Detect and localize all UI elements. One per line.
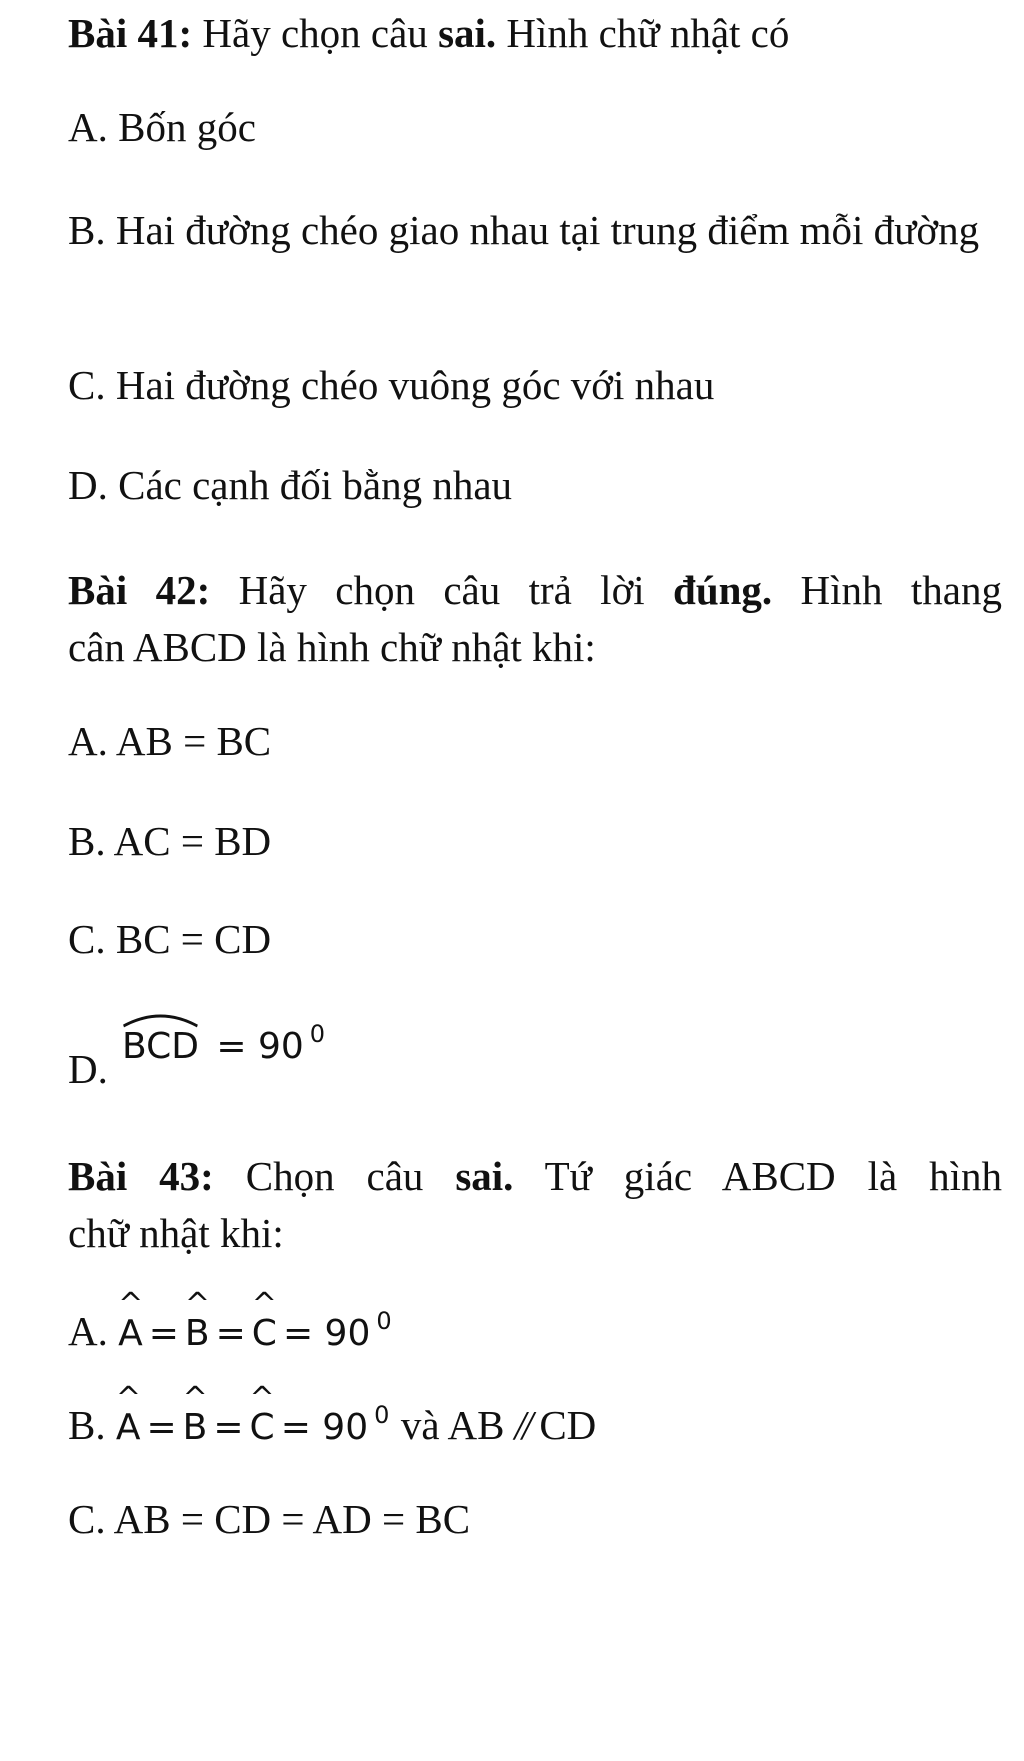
q41-text-after: Hình chữ nhật có bbox=[496, 10, 790, 56]
segment-2: CD bbox=[539, 1402, 597, 1448]
segment-1: AB bbox=[447, 1402, 505, 1448]
option-text: Hai đường chéo vuông góc với nhau bbox=[115, 362, 715, 408]
option-key: C. bbox=[68, 916, 106, 962]
conjunction: và bbox=[400, 1402, 440, 1448]
option-key: C. bbox=[68, 1496, 106, 1542]
option-key: A. bbox=[68, 1308, 108, 1354]
option-key: D. bbox=[68, 462, 108, 508]
angle-b: ^ B bbox=[184, 1287, 211, 1354]
angle-arc bbox=[122, 1022, 199, 1072]
q41-prompt bbox=[68, 8, 1000, 58]
q41-emph: sai. bbox=[438, 10, 497, 56]
angles-expr: ^ A = ^ B = ^ C = 90 $^0$ bbox=[118, 1313, 392, 1354]
q43-label: Bài 43: bbox=[68, 1153, 214, 1199]
option-key: C. bbox=[68, 362, 106, 408]
option-key: B. bbox=[68, 1402, 106, 1448]
parallel-symbol: // bbox=[514, 1402, 530, 1448]
angle-value: = 90 bbox=[216, 1026, 304, 1067]
q42-option-b[interactable] bbox=[68, 816, 1000, 866]
q41-option-b[interactable] bbox=[68, 198, 994, 262]
q43-text-after-part: Tứ giác ABCD là hình bbox=[513, 1153, 1002, 1199]
angle-c: ^ C bbox=[249, 1381, 275, 1448]
angle-name: BCD bbox=[122, 1026, 199, 1067]
q43-prompt-line2 bbox=[68, 1208, 1000, 1258]
q42-emph: đúng. bbox=[673, 567, 773, 613]
q41-option-c[interactable] bbox=[68, 360, 1000, 410]
q43-option-a[interactable] bbox=[68, 1287, 1000, 1359]
q42-option-a[interactable] bbox=[68, 716, 1000, 766]
q41-option-a[interactable] bbox=[68, 102, 1000, 152]
q41-text-before: Hãy chọn câu bbox=[192, 10, 439, 56]
q42-option-d[interactable] bbox=[68, 1006, 1000, 1092]
angle-c: ^ C bbox=[251, 1287, 277, 1354]
option-expr: AC = BD bbox=[113, 818, 272, 864]
option-key: B. bbox=[68, 818, 106, 864]
angle-a: ^ A bbox=[118, 1287, 144, 1354]
q42-label: Bài 42: bbox=[68, 567, 211, 613]
q42-text-after-part: Hình thang bbox=[772, 567, 1002, 613]
angles-expr: ^ A = ^ B = ^ C = 90 $^0$ bbox=[116, 1407, 401, 1448]
q43-emph: sai. bbox=[455, 1153, 514, 1199]
angle-expr bbox=[122, 1022, 325, 1072]
option-text: Bốn góc bbox=[118, 104, 256, 150]
q41-label: Bài 41: bbox=[68, 10, 193, 56]
degree: 0 bbox=[376, 1307, 392, 1335]
q42-prompt-line1 bbox=[68, 558, 1002, 622]
option-key: B. bbox=[68, 207, 106, 253]
q41-option-d[interactable] bbox=[68, 460, 1000, 510]
q43-text-after-rest: chữ nhật khi: bbox=[68, 1210, 284, 1256]
q42-option-c[interactable] bbox=[68, 914, 1000, 964]
option-expr: AB = BC bbox=[115, 718, 272, 764]
q42-text-before: Hãy chọn câu trả lời bbox=[210, 567, 674, 613]
option-key: A. bbox=[68, 718, 108, 764]
q43-option-b[interactable] bbox=[68, 1381, 1000, 1453]
option-expr: AB = CD = AD = BC bbox=[113, 1496, 471, 1542]
option-key: D. bbox=[68, 1046, 108, 1092]
option-expr: BC = CD bbox=[115, 916, 272, 962]
degree: 0 bbox=[309, 1020, 326, 1048]
q42-prompt-line2 bbox=[68, 622, 1000, 672]
angle-a: ^ A bbox=[115, 1381, 141, 1448]
q43-prompt-line1 bbox=[68, 1144, 1002, 1208]
q42-text-after-rest: cân ABCD là hình chữ nhật khi: bbox=[68, 624, 596, 670]
option-text: Hai đường chéo giao nhau tại trung điểm mỗi đường bbox=[115, 207, 980, 253]
option-key: A. bbox=[68, 104, 108, 150]
q43-text-before: Chọn câu bbox=[213, 1153, 456, 1199]
angle-b: ^ B bbox=[182, 1381, 208, 1448]
degree: 0 bbox=[374, 1401, 390, 1429]
q43-option-c[interactable] bbox=[68, 1494, 1000, 1544]
option-text: Các cạnh đối bằng nhau bbox=[118, 462, 513, 508]
